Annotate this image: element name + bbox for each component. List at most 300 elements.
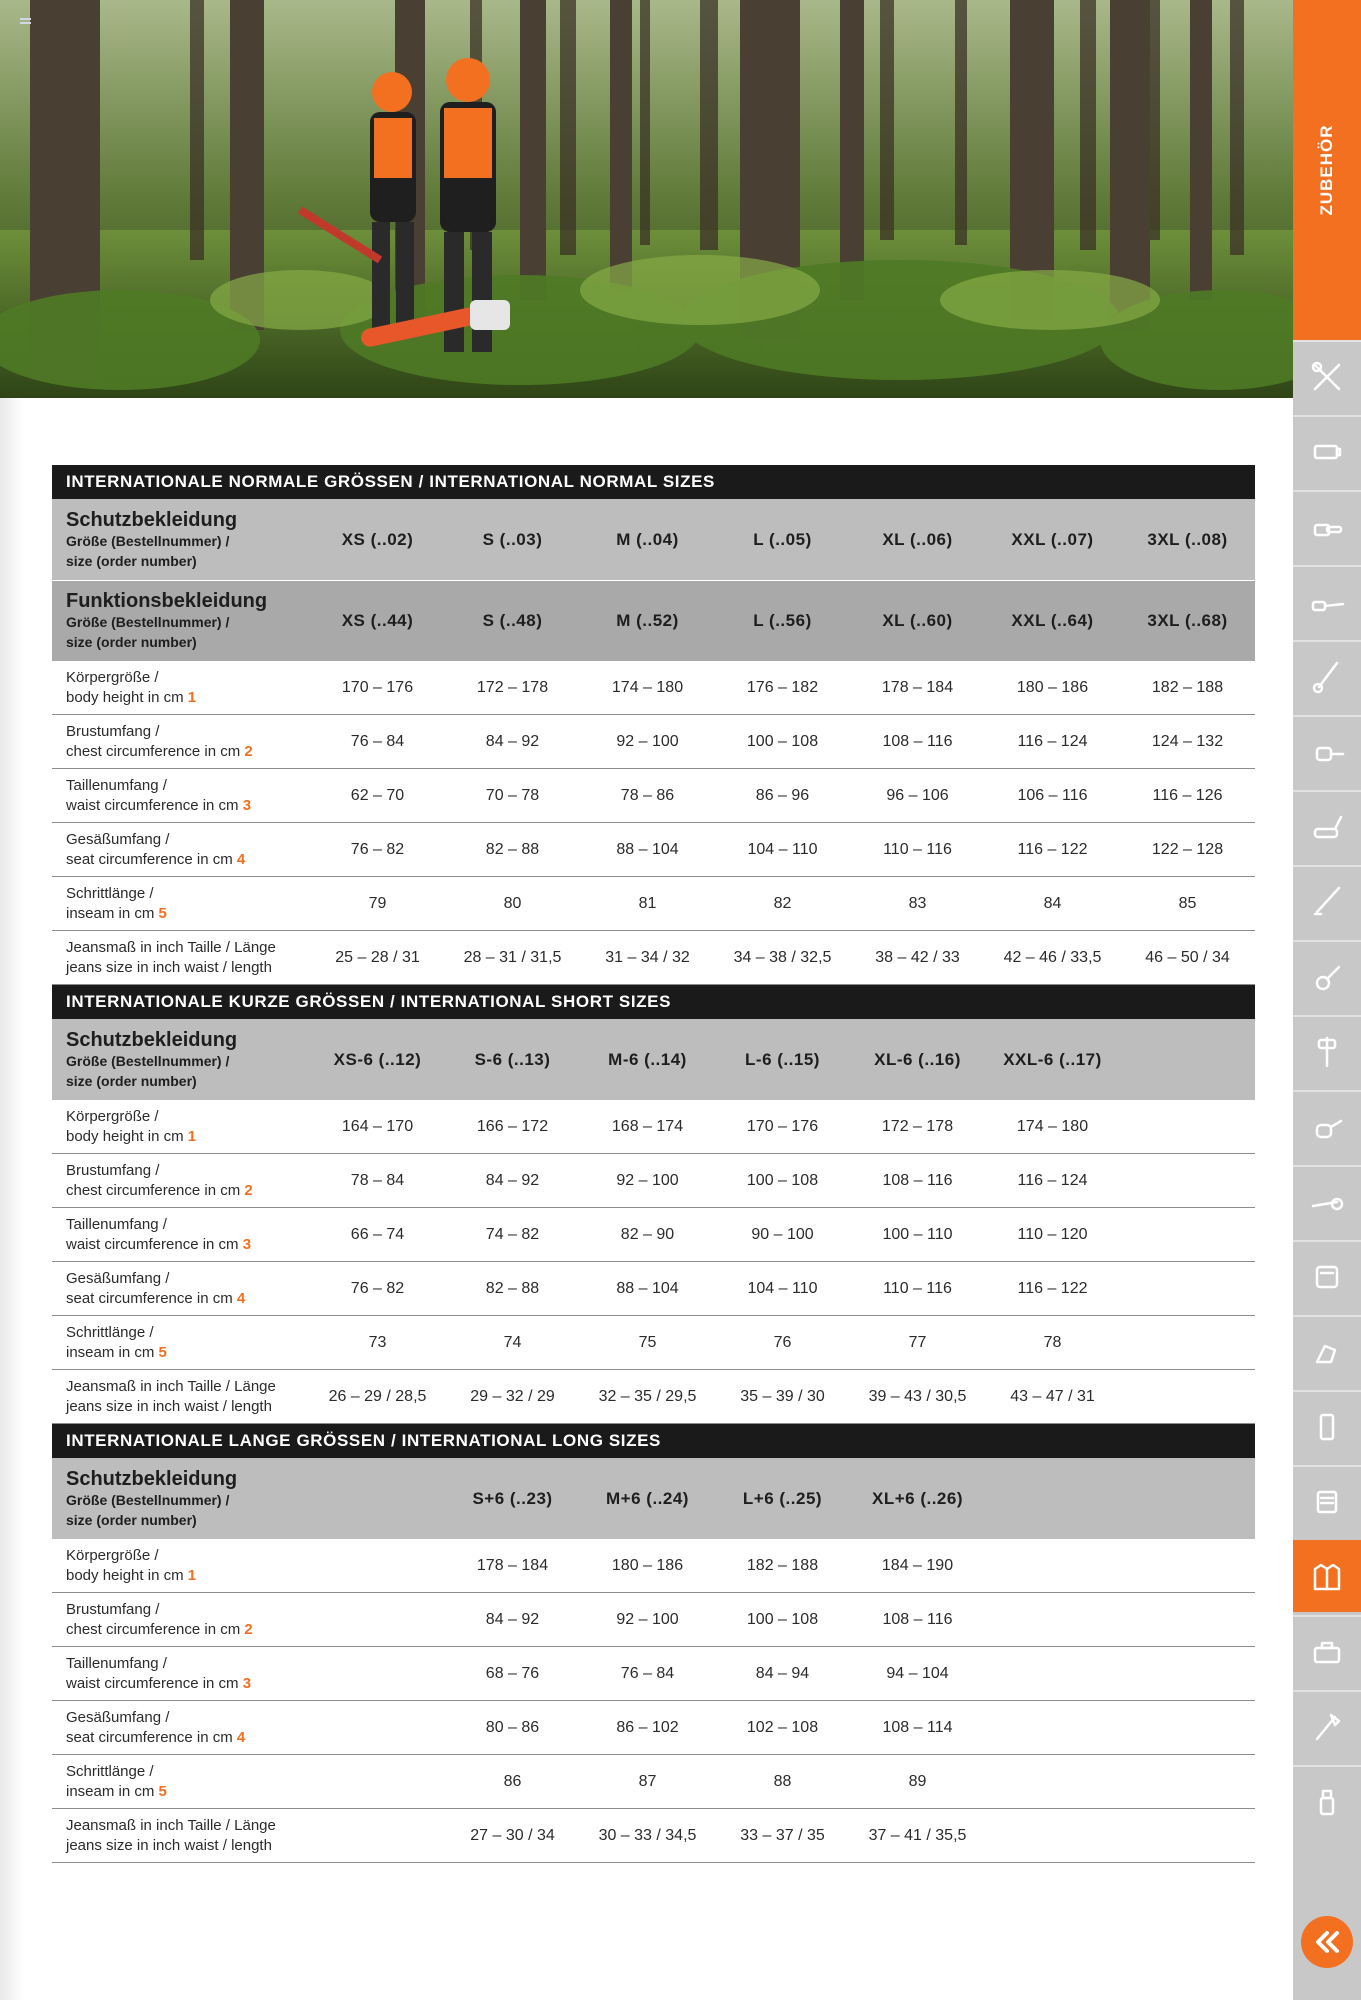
table-cell: 82 <box>773 894 792 912</box>
table-cell: 108 – 116 <box>882 1171 953 1189</box>
table-cell: 43 – 47 / 31 <box>1010 1387 1095 1405</box>
size-column-header: S (..48) <box>482 611 543 630</box>
trimmer-icon <box>1307 882 1347 922</box>
measurement-label <box>52 1816 310 1856</box>
table-cell: 34 – 38 / 32,5 <box>733 948 832 966</box>
measurement-label-en-text: inseam in cm <box>66 1343 155 1361</box>
size-header-row <box>52 1019 1255 1100</box>
table-cell: 75 <box>638 1333 657 1351</box>
measurement-label-de: Körpergröße / <box>66 668 159 686</box>
category-sidebar <box>1293 0 1361 2000</box>
sidebar-item-pressure-washer[interactable] <box>1293 1165 1361 1237</box>
cleaning-spray-icon <box>1307 1782 1347 1822</box>
measurement-label-de: Brustumfang / <box>66 1600 160 1618</box>
table-cell: 83 <box>908 894 927 912</box>
size-column-header: XXL (..07) <box>1011 529 1094 549</box>
protective-jacket-icon <box>1307 1557 1347 1597</box>
pressure-washer-icon <box>1307 1182 1347 1222</box>
measurement-label <box>52 1215 310 1255</box>
table-row <box>52 1593 1255 1647</box>
table-cell: 79 <box>368 894 387 912</box>
measurement-label-en <box>66 1235 310 1255</box>
table-cell: 92 – 100 <box>616 1610 679 1628</box>
measurement-label-en-text: body height in cm <box>66 1566 184 1584</box>
measurement-label-de: Jeansmaß in inch Taille / Länge <box>66 1816 276 1834</box>
measurement-label <box>52 1708 310 1748</box>
size-header-row <box>52 1458 1255 1539</box>
measurement-label-en <box>66 850 310 870</box>
table-cell: 46 – 50 / 34 <box>1145 948 1230 966</box>
size-caption-en: size (order number) <box>66 634 197 650</box>
size-column-header: XXL (..64) <box>1011 611 1094 630</box>
measurement-label-de: Taillenumfang / <box>66 776 167 794</box>
size-caption-de: Größe (Bestellnummer) / <box>66 614 230 630</box>
sidebar-item-robot-mower[interactable] <box>1293 1240 1361 1312</box>
table-cell: 180 – 186 <box>611 1556 684 1574</box>
brush-cutter-icon <box>1307 657 1347 697</box>
table-cell: 86 – 102 <box>616 1718 679 1736</box>
size-header-label <box>52 590 310 652</box>
table-cell: 38 – 42 / 33 <box>875 948 960 966</box>
measurement-label-en-text: jeans size in inch waist / length <box>66 1836 272 1854</box>
size-column-header: M (..52) <box>616 611 679 630</box>
size-column-header: L (..05) <box>753 529 812 549</box>
measurement-label-de: Jeansmaß in inch Taille / Länge <box>66 938 276 956</box>
table-cell: 182 – 188 <box>746 1556 819 1574</box>
table-cell: 84 <box>1043 894 1062 912</box>
measurement-label-en-text: inseam in cm <box>66 1782 155 1800</box>
table-cell: 116 – 124 <box>1017 1171 1088 1189</box>
zubehoer-tab[interactable] <box>1293 0 1361 340</box>
measurement-index: 1 <box>187 1127 197 1145</box>
table-cell: 168 – 174 <box>611 1117 684 1135</box>
table-cell: 29 – 32 / 29 <box>470 1387 555 1405</box>
measurement-label <box>52 1762 310 1802</box>
measurement-label <box>52 1654 310 1694</box>
table-cell: 28 – 31 / 31,5 <box>463 948 562 966</box>
garment-category: Schutzbekleidung <box>66 508 238 531</box>
table-cell: 25 – 28 / 31 <box>335 948 420 966</box>
measurement-index: 4 <box>236 1289 246 1307</box>
table-row <box>52 877 1255 931</box>
measurement-label <box>52 1161 310 1201</box>
measurement-label <box>52 1377 310 1417</box>
measurement-label-en-text: inseam in cm <box>66 904 155 922</box>
sidebar-item-trimmer[interactable] <box>1293 865 1361 937</box>
measurement-index: 5 <box>158 904 167 922</box>
sidebar-item-post-hole-digger[interactable] <box>1293 1015 1361 1087</box>
measurement-index: 4 <box>236 1728 246 1746</box>
measurement-label-en <box>66 742 310 762</box>
size-header-row <box>52 580 1255 661</box>
measurement-label-en-text: chest circumference in cm <box>66 742 241 760</box>
size-header-label <box>52 1029 310 1091</box>
table-cell: 94 – 104 <box>886 1664 949 1682</box>
measurement-label-en <box>66 1397 310 1417</box>
forest-scene-illustration <box>0 0 1293 398</box>
size-column-header: XL+6 (..26) <box>871 1488 963 1508</box>
sidebar-item-brush-cutter[interactable] <box>1293 640 1361 712</box>
measurement-label-en <box>66 958 310 978</box>
table-cell: 39 – 43 / 30,5 <box>868 1387 967 1405</box>
table-cell: 110 – 120 <box>1017 1225 1088 1243</box>
table-row <box>52 715 1255 769</box>
measurement-label-en <box>66 1289 310 1309</box>
table-row <box>52 1316 1255 1370</box>
measurement-label <box>52 722 310 762</box>
measurement-label-de: Taillenumfang / <box>66 1654 167 1672</box>
table-row <box>52 1208 1255 1262</box>
sidebar-item-blower[interactable] <box>1293 715 1361 787</box>
table-cell: 88 – 104 <box>616 840 679 858</box>
table-cell: 66 – 74 <box>350 1225 405 1243</box>
table-cell: 77 <box>908 1333 927 1351</box>
tools-icon <box>1307 357 1347 397</box>
sidebar-item-shredder[interactable] <box>1293 1315 1361 1387</box>
table-cell: 104 – 110 <box>747 840 818 858</box>
size-column-header: S (..03) <box>482 529 543 549</box>
sidebar-item-sprayer[interactable] <box>1293 1090 1361 1162</box>
measurement-label-de: Körpergröße / <box>66 1546 159 1564</box>
table-cell: 166 – 172 <box>476 1117 549 1135</box>
table-cell: 174 – 180 <box>611 678 684 696</box>
table-cell: 85 <box>1178 894 1197 912</box>
measurement-label-en <box>66 1836 310 1856</box>
measurement-label-de: Brustumfang / <box>66 722 160 740</box>
menu-icon[interactable] <box>20 18 31 26</box>
measurement-index: 2 <box>244 1620 253 1638</box>
shredder-icon <box>1307 1332 1347 1372</box>
sidebar-item-axe[interactable] <box>1293 1690 1361 1762</box>
zubehoer-tab-label: ZUBEHÖR <box>1317 124 1336 216</box>
measurement-label <box>52 1323 310 1363</box>
measurement-label-en <box>66 796 310 816</box>
table-cell: 174 – 180 <box>1016 1117 1089 1135</box>
measurement-label <box>52 830 310 870</box>
table-row <box>52 661 1255 715</box>
page-edge-shadow <box>0 398 24 2000</box>
table-cell: 100 – 108 <box>746 1171 819 1189</box>
section-title: INTERNATIONALE LANGE GRÖSSEN / INTERNATIONAL LONG SIZES <box>52 1424 1255 1458</box>
measurement-label-en-text: waist circumference in cm <box>66 1674 239 1692</box>
measurement-index: 3 <box>242 1235 252 1253</box>
measurement-label-de: Taillenumfang / <box>66 1215 167 1233</box>
size-caption-en: size (order number) <box>66 552 197 569</box>
toolbox-icon <box>1307 1632 1347 1672</box>
table-cell: 73 <box>368 1333 387 1351</box>
sidebar-item-chainsaw[interactable] <box>1293 490 1361 562</box>
table-cell: 110 – 116 <box>883 840 952 858</box>
table-cell: 108 – 116 <box>882 732 953 750</box>
size-caption-de: Größe (Bestellnummer) / <box>66 1052 230 1069</box>
measurement-index: 3 <box>242 796 252 814</box>
table-cell: 100 – 108 <box>746 1610 819 1628</box>
blower-icon <box>1307 732 1347 772</box>
sidebar-item-toolbox[interactable] <box>1293 1615 1361 1687</box>
size-caption-de: Größe (Bestellnummer) / <box>66 1491 230 1508</box>
measurement-index: 5 <box>158 1343 167 1361</box>
sidebar-item-lawn-mower[interactable] <box>1293 790 1361 862</box>
table-cell: 122 – 128 <box>1151 840 1224 858</box>
measurement-index: 2 <box>244 742 253 760</box>
garment-category: Funktionsbekleidung <box>66 590 268 612</box>
size-column-header: S+6 (..23) <box>472 1488 553 1508</box>
table-cell: 164 – 170 <box>341 1117 414 1135</box>
table-cell: 84 – 94 <box>755 1664 810 1682</box>
measurement-label-de: Gesäßumfang / <box>66 1269 170 1287</box>
size-column-header: XS-6 (..12) <box>333 1049 422 1069</box>
table-cell: 86 – 96 <box>755 786 810 804</box>
table-cell: 170 – 176 <box>746 1117 819 1135</box>
table-cell: 180 – 186 <box>1016 678 1089 696</box>
table-cell: 172 – 178 <box>476 678 549 696</box>
table-cell: 178 – 184 <box>476 1556 549 1574</box>
table-cell: 100 – 110 <box>882 1225 953 1243</box>
sidebar-item-hedge-trimmer[interactable] <box>1293 565 1361 637</box>
table-cell: 124 – 132 <box>1151 732 1224 750</box>
back-button[interactable] <box>1301 1916 1353 1968</box>
table-cell: 90 – 100 <box>751 1225 814 1243</box>
size-column-header: L (..56) <box>753 611 812 630</box>
table-cell: 87 <box>638 1772 657 1790</box>
measurement-label-de: Schrittlänge / <box>66 1323 154 1341</box>
measurement-label-en <box>66 1782 310 1802</box>
measurement-label-en-text: waist circumference in cm <box>66 796 239 814</box>
table-row <box>52 1154 1255 1208</box>
table-cell: 62 – 70 <box>350 786 405 804</box>
table-row <box>52 1262 1255 1316</box>
measurement-label-en-text: jeans size in inch waist / length <box>66 1397 272 1415</box>
sidebar-item-cultivator[interactable] <box>1293 940 1361 1012</box>
table-cell: 172 – 178 <box>881 1117 954 1135</box>
sprayer-icon <box>1307 1107 1347 1147</box>
measurement-label-en-text: jeans size in inch waist / length <box>66 958 272 976</box>
size-column-header: 3XL (..68) <box>1147 611 1228 630</box>
table-cell: 88 – 104 <box>616 1279 679 1297</box>
measurement-label-de: Schrittlänge / <box>66 884 154 902</box>
table-cell: 30 – 33 / 34,5 <box>598 1826 697 1844</box>
measurement-label <box>52 668 310 708</box>
measurement-label-en-text: seat circumference in cm <box>66 1728 233 1746</box>
measurement-label-en <box>66 1620 310 1640</box>
garment-category: Schutzbekleidung <box>66 1028 238 1051</box>
table-row <box>52 1647 1255 1701</box>
size-caption-en: size (order number) <box>66 1511 197 1528</box>
section-title: INTERNATIONALE NORMALE GRÖSSEN / INTERNATIONAL NORMAL SIZES <box>52 465 1255 499</box>
table-cell: 76 – 84 <box>620 1664 675 1682</box>
measurement-label-de: Gesäßumfang / <box>66 1708 170 1726</box>
table-row <box>52 769 1255 823</box>
table-cell: 82 – 88 <box>485 840 540 858</box>
hedge-trimmer-icon <box>1307 582 1347 622</box>
size-column-header: M (..04) <box>616 529 679 549</box>
table-cell: 86 <box>503 1772 522 1790</box>
table-row <box>52 1755 1255 1809</box>
table-cell: 33 – 37 / 35 <box>740 1826 825 1844</box>
measurement-label-en-text: chest circumference in cm <box>66 1620 241 1638</box>
table-cell: 92 – 100 <box>616 1171 679 1189</box>
table-row <box>52 1370 1255 1424</box>
size-column-header: M-6 (..14) <box>608 1049 687 1069</box>
table-cell: 102 – 108 <box>746 1718 819 1736</box>
table-cell: 26 – 29 / 28,5 <box>328 1387 427 1405</box>
size-column-header: S-6 (..13) <box>474 1049 551 1069</box>
table-cell: 31 – 34 / 32 <box>605 948 690 966</box>
measurement-index: 1 <box>187 688 197 706</box>
table-cell: 96 – 106 <box>886 786 949 804</box>
table-cell: 84 – 92 <box>485 1610 540 1628</box>
table-cell: 176 – 182 <box>746 678 819 696</box>
measurement-label-en-text: chest circumference in cm <box>66 1181 241 1199</box>
table-cell: 108 – 114 <box>882 1718 953 1736</box>
post-hole-digger-icon <box>1307 1032 1347 1072</box>
short-sizes-table <box>52 985 1255 1424</box>
table-cell: 116 – 122 <box>1017 840 1088 858</box>
table-row <box>52 1100 1255 1154</box>
robot-mower-icon <box>1307 1257 1347 1297</box>
measurement-label-en <box>66 688 310 708</box>
table-cell: 178 – 184 <box>881 678 954 696</box>
table-cell: 184 – 190 <box>881 1556 954 1574</box>
table-cell: 74 <box>503 1333 522 1351</box>
measurement-label-en-text: seat circumference in cm <box>66 850 233 868</box>
measurement-label-en-text: seat circumference in cm <box>66 1289 233 1307</box>
size-column-header: XS (..02) <box>341 529 414 549</box>
measurement-index: 2 <box>244 1181 253 1199</box>
table-cell: 116 – 124 <box>1017 732 1088 750</box>
size-column-header: L-6 (..15) <box>745 1049 820 1069</box>
size-column-header: XS (..44) <box>341 611 414 630</box>
measurement-label <box>52 884 310 924</box>
size-header-row <box>52 499 1255 580</box>
measurement-label-de: Gesäßumfang / <box>66 830 170 848</box>
table-cell: 82 – 90 <box>620 1225 675 1243</box>
table-cell: 78 <box>1043 1333 1062 1351</box>
measurement-label-de: Körpergröße / <box>66 1107 159 1125</box>
size-column-header: L+6 (..25) <box>742 1488 823 1508</box>
long-sizes-table <box>52 1424 1255 1863</box>
table-cell: 110 – 116 <box>883 1279 952 1297</box>
garment-category: Schutzbekleidung <box>66 1467 238 1490</box>
chainsaw-icon <box>1307 507 1347 547</box>
measurement-label-de: Schrittlänge / <box>66 1762 154 1780</box>
table-cell: 84 – 92 <box>485 732 540 750</box>
table-cell: 82 – 88 <box>485 1279 540 1297</box>
sidebar-item-tools[interactable] <box>1293 340 1361 412</box>
measurement-label-de: Jeansmaß in inch Taille / Länge <box>66 1377 276 1395</box>
table-cell: 116 – 122 <box>1017 1279 1088 1297</box>
table-cell: 76 – 82 <box>350 1279 405 1297</box>
measurement-label-en <box>66 1127 310 1147</box>
size-column-header: XL (..06) <box>882 529 953 549</box>
table-cell: 70 – 78 <box>485 786 540 804</box>
normal-sizes-table <box>52 465 1255 985</box>
size-charts <box>52 465 1255 1863</box>
table-cell: 182 – 188 <box>1151 678 1224 696</box>
measurement-label-en <box>66 1181 310 1201</box>
size-caption-en: size (order number) <box>66 1072 197 1089</box>
size-column-header: 3XL (..08) <box>1147 529 1228 549</box>
measurement-label <box>52 1546 310 1586</box>
table-cell: 80 <box>503 894 522 912</box>
smartphone-icon <box>1307 1407 1347 1447</box>
measurement-label <box>52 938 310 978</box>
table-cell: 80 – 86 <box>485 1718 540 1736</box>
table-cell: 74 – 82 <box>485 1225 540 1243</box>
table-cell: 92 – 100 <box>616 732 679 750</box>
size-column-header: XL-6 (..16) <box>874 1049 961 1069</box>
table-cell: 116 – 126 <box>1152 786 1223 804</box>
cultivator-icon <box>1307 957 1347 997</box>
size-column-header: XXL-6 (..17) <box>1003 1049 1102 1069</box>
table-cell: 76 – 84 <box>350 732 405 750</box>
table-row <box>52 1809 1255 1863</box>
table-cell: 27 – 30 / 34 <box>470 1826 555 1844</box>
table-cell: 78 – 86 <box>620 786 675 804</box>
measurement-label <box>52 1269 310 1309</box>
axe-icon <box>1307 1707 1347 1747</box>
table-cell: 84 – 92 <box>485 1171 540 1189</box>
table-cell: 170 – 176 <box>341 678 414 696</box>
table-row <box>52 823 1255 877</box>
table-cell: 37 – 41 / 35,5 <box>868 1826 967 1844</box>
table-cell: 104 – 110 <box>747 1279 818 1297</box>
measurement-label-en <box>66 904 310 924</box>
measurement-index: 4 <box>236 850 246 868</box>
table-cell: 42 – 46 / 33,5 <box>1003 948 1102 966</box>
size-column-header: M+6 (..24) <box>606 1488 689 1508</box>
measurement-label-en <box>66 1566 310 1586</box>
table-cell: 68 – 76 <box>485 1664 540 1682</box>
section-title: INTERNATIONALE KURZE GRÖSSEN / INTERNATIONAL SHORT SIZES <box>52 985 1255 1019</box>
table-cell: 76 <box>773 1333 792 1351</box>
lawn-mower-icon <box>1307 807 1347 847</box>
sidebar-item-manual[interactable] <box>1293 1465 1361 1537</box>
measurement-label <box>52 1107 310 1147</box>
table-cell: 81 <box>638 894 657 912</box>
table-cell: 76 – 82 <box>350 840 405 858</box>
sidebar-item-cleaning-spray[interactable] <box>1293 1765 1361 1837</box>
measurement-label-en-text: body height in cm <box>66 1127 184 1145</box>
battery-icon <box>1307 432 1347 472</box>
table-cell: 35 – 39 / 30 <box>740 1387 825 1405</box>
table-row <box>52 1701 1255 1755</box>
sidebar-item-smartphone[interactable] <box>1293 1390 1361 1462</box>
sidebar-item-battery[interactable] <box>1293 415 1361 487</box>
table-cell: 88 <box>773 1772 792 1790</box>
measurement-label-de: Brustumfang / <box>66 1161 160 1179</box>
size-header-label <box>52 1468 310 1530</box>
measurement-label-en <box>66 1674 310 1694</box>
measurement-label-en <box>66 1343 310 1363</box>
measurement-index: 1 <box>187 1566 197 1584</box>
table-cell: 78 – 84 <box>350 1171 405 1189</box>
forest-workers-photo <box>0 0 1293 398</box>
measurement-label <box>52 1600 310 1640</box>
sidebar-item-protective-jacket[interactable] <box>1293 1540 1361 1612</box>
measurement-index: 5 <box>158 1782 167 1800</box>
table-cell: 106 – 116 <box>1017 786 1088 804</box>
table-row <box>52 1539 1255 1593</box>
table-cell: 89 <box>908 1772 927 1790</box>
size-column-header: XL (..60) <box>882 611 953 630</box>
table-row <box>52 931 1255 985</box>
manual-icon <box>1307 1482 1347 1522</box>
double-chevron-left-icon <box>1310 1925 1344 1959</box>
table-cell: 32 – 35 / 29,5 <box>598 1387 697 1405</box>
measurement-label <box>52 776 310 816</box>
measurement-label-en-text: body height in cm <box>66 688 184 706</box>
